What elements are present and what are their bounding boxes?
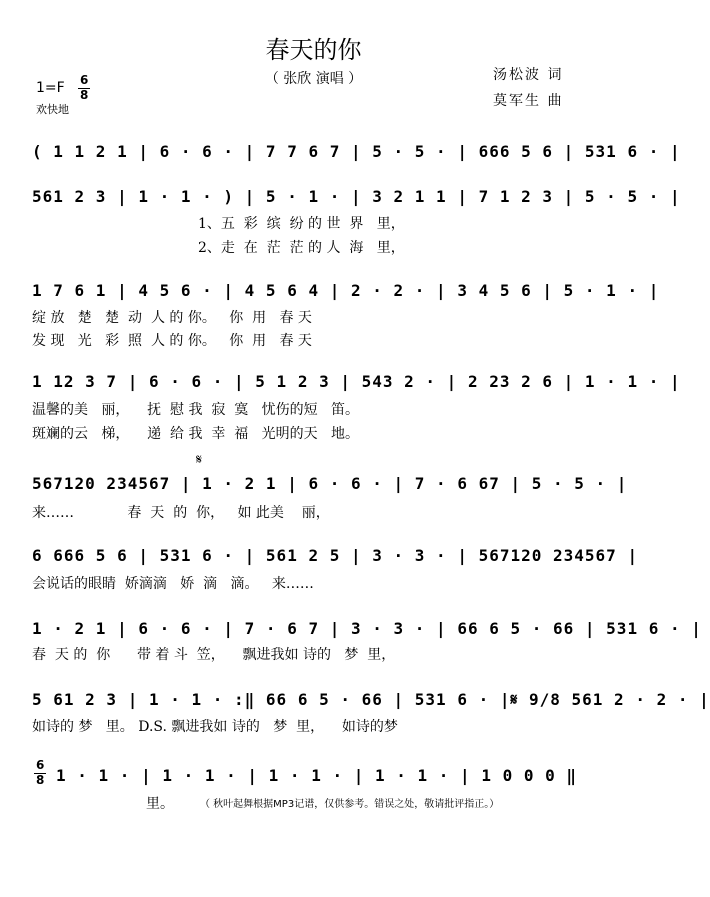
key-signature: 1=F <box>36 80 65 96</box>
lyric-line-4-verse-1: 温馨的美 丽， 抚 慰 我 寂 寞 忧伤的短 笛。 <box>32 402 360 418</box>
score-line-2-notes: 561 2 3 | 1 · 1 · ) | 5 · 1 · | 3 2 1 1 | 7 1 2 3 | 5 · 5 · | <box>32 187 681 206</box>
lyric-line-6: 会说话的眼睛 娇滴滴 娇 滴 滴。 来…… <box>32 576 314 592</box>
score-line-6-notes: 6 666 5 6 | 531 6 · | 561 2 5 | 3 · 3 · | 567120 234567 | <box>32 546 639 565</box>
lyricist-credit: 汤松波 词 <box>493 67 564 83</box>
score-line-7-notes: 1 · 2 1 | 6 · 6 · | 7 · 6 7 | 3 · 3 · | 66 6 5 · 66 | 531 6 · | <box>32 619 702 638</box>
time-signature-bottom: 8 <box>80 88 89 102</box>
score-line-9-notes: 1 · 1 · | 1 · 1 · | 1 · 1 · | 1 · 1 · | 1 0 0 0 ‖ <box>56 766 578 785</box>
transcription-note: （ 秋叶起舞根据MP3记谱，仅供参考。错误之处，敬请批评指正。） <box>200 799 500 810</box>
lyric-line-3-verse-2: 发 现 光 彩 照 人 的 你。 你 用 春 天 <box>32 333 312 349</box>
composer-credit: 莫军生 曲 <box>493 93 564 109</box>
lyric-line-4-verse-2: 斑斓的云 梯， 递 给 我 幸 福 光明的天 地。 <box>32 426 360 442</box>
lyric-line-8: 如诗的 梦 里。 D.S. 飘进我如 诗的 梦 里， 如诗的梦 <box>32 719 398 735</box>
song-title: 春天的你 <box>265 36 362 64</box>
lyric-line-2-verse-1: 1、五 彩 缤 纷 的 世 界 里， <box>198 216 405 232</box>
score-line-1-notes: ( 1 1 2 1 | 6 · 6 · | 7 7 6 7 | 5 · 5 · | 666 5 6 | 531 6 · | <box>32 142 681 161</box>
lyric-line-7: 春 天 的 你 带 着 斗 笠， 飘进我如 诗的 梦 里， <box>32 647 396 663</box>
score-line-8-notes: 5 61 2 3 | 1 · 1 · :‖ 66 6 5 · 66 | 531 6 · |𝄋 9/8 561 2 · 2 · | <box>32 690 710 709</box>
lyric-line-2-verse-2: 2、走 在 茫 茫 的 人 海 里， <box>198 240 405 256</box>
lyric-line-5: 来…… 春 天 的 你， 如 此美 丽， <box>32 505 330 521</box>
final-time-signature-top: 6 <box>36 758 45 772</box>
final-time-signature-bottom: 8 <box>36 773 45 787</box>
score-line-3-notes: 1 7 6 1 | 4 5 6 · | 4 5 6 4 | 2 · 2 · | 3 4 5 6 | 5 · 1 · | <box>32 281 660 300</box>
tempo-marking: 欢快地 <box>36 103 69 116</box>
singer-credit: （ 张欣 演唱 ） <box>264 71 363 87</box>
score-line-4-notes: 1 12 3 7 | 6 · 6 · | 5 1 2 3 | 543 2 · | 2 23 2 6 | 1 · 1 · | <box>32 372 681 391</box>
lyric-line-9: 里。 <box>146 796 174 812</box>
score-line-5-notes: 567120 234567 | 1 · 2 1 | 6 · 6 · | 7 · 6 67 | 5 · 5 · | <box>32 474 628 493</box>
time-signature-top: 6 <box>80 73 89 87</box>
lyric-line-3-verse-1: 绽 放 楚 楚 动 人 的 你。 你 用 春 天 <box>32 310 312 326</box>
segno-sign: 𝄋 <box>196 452 203 468</box>
